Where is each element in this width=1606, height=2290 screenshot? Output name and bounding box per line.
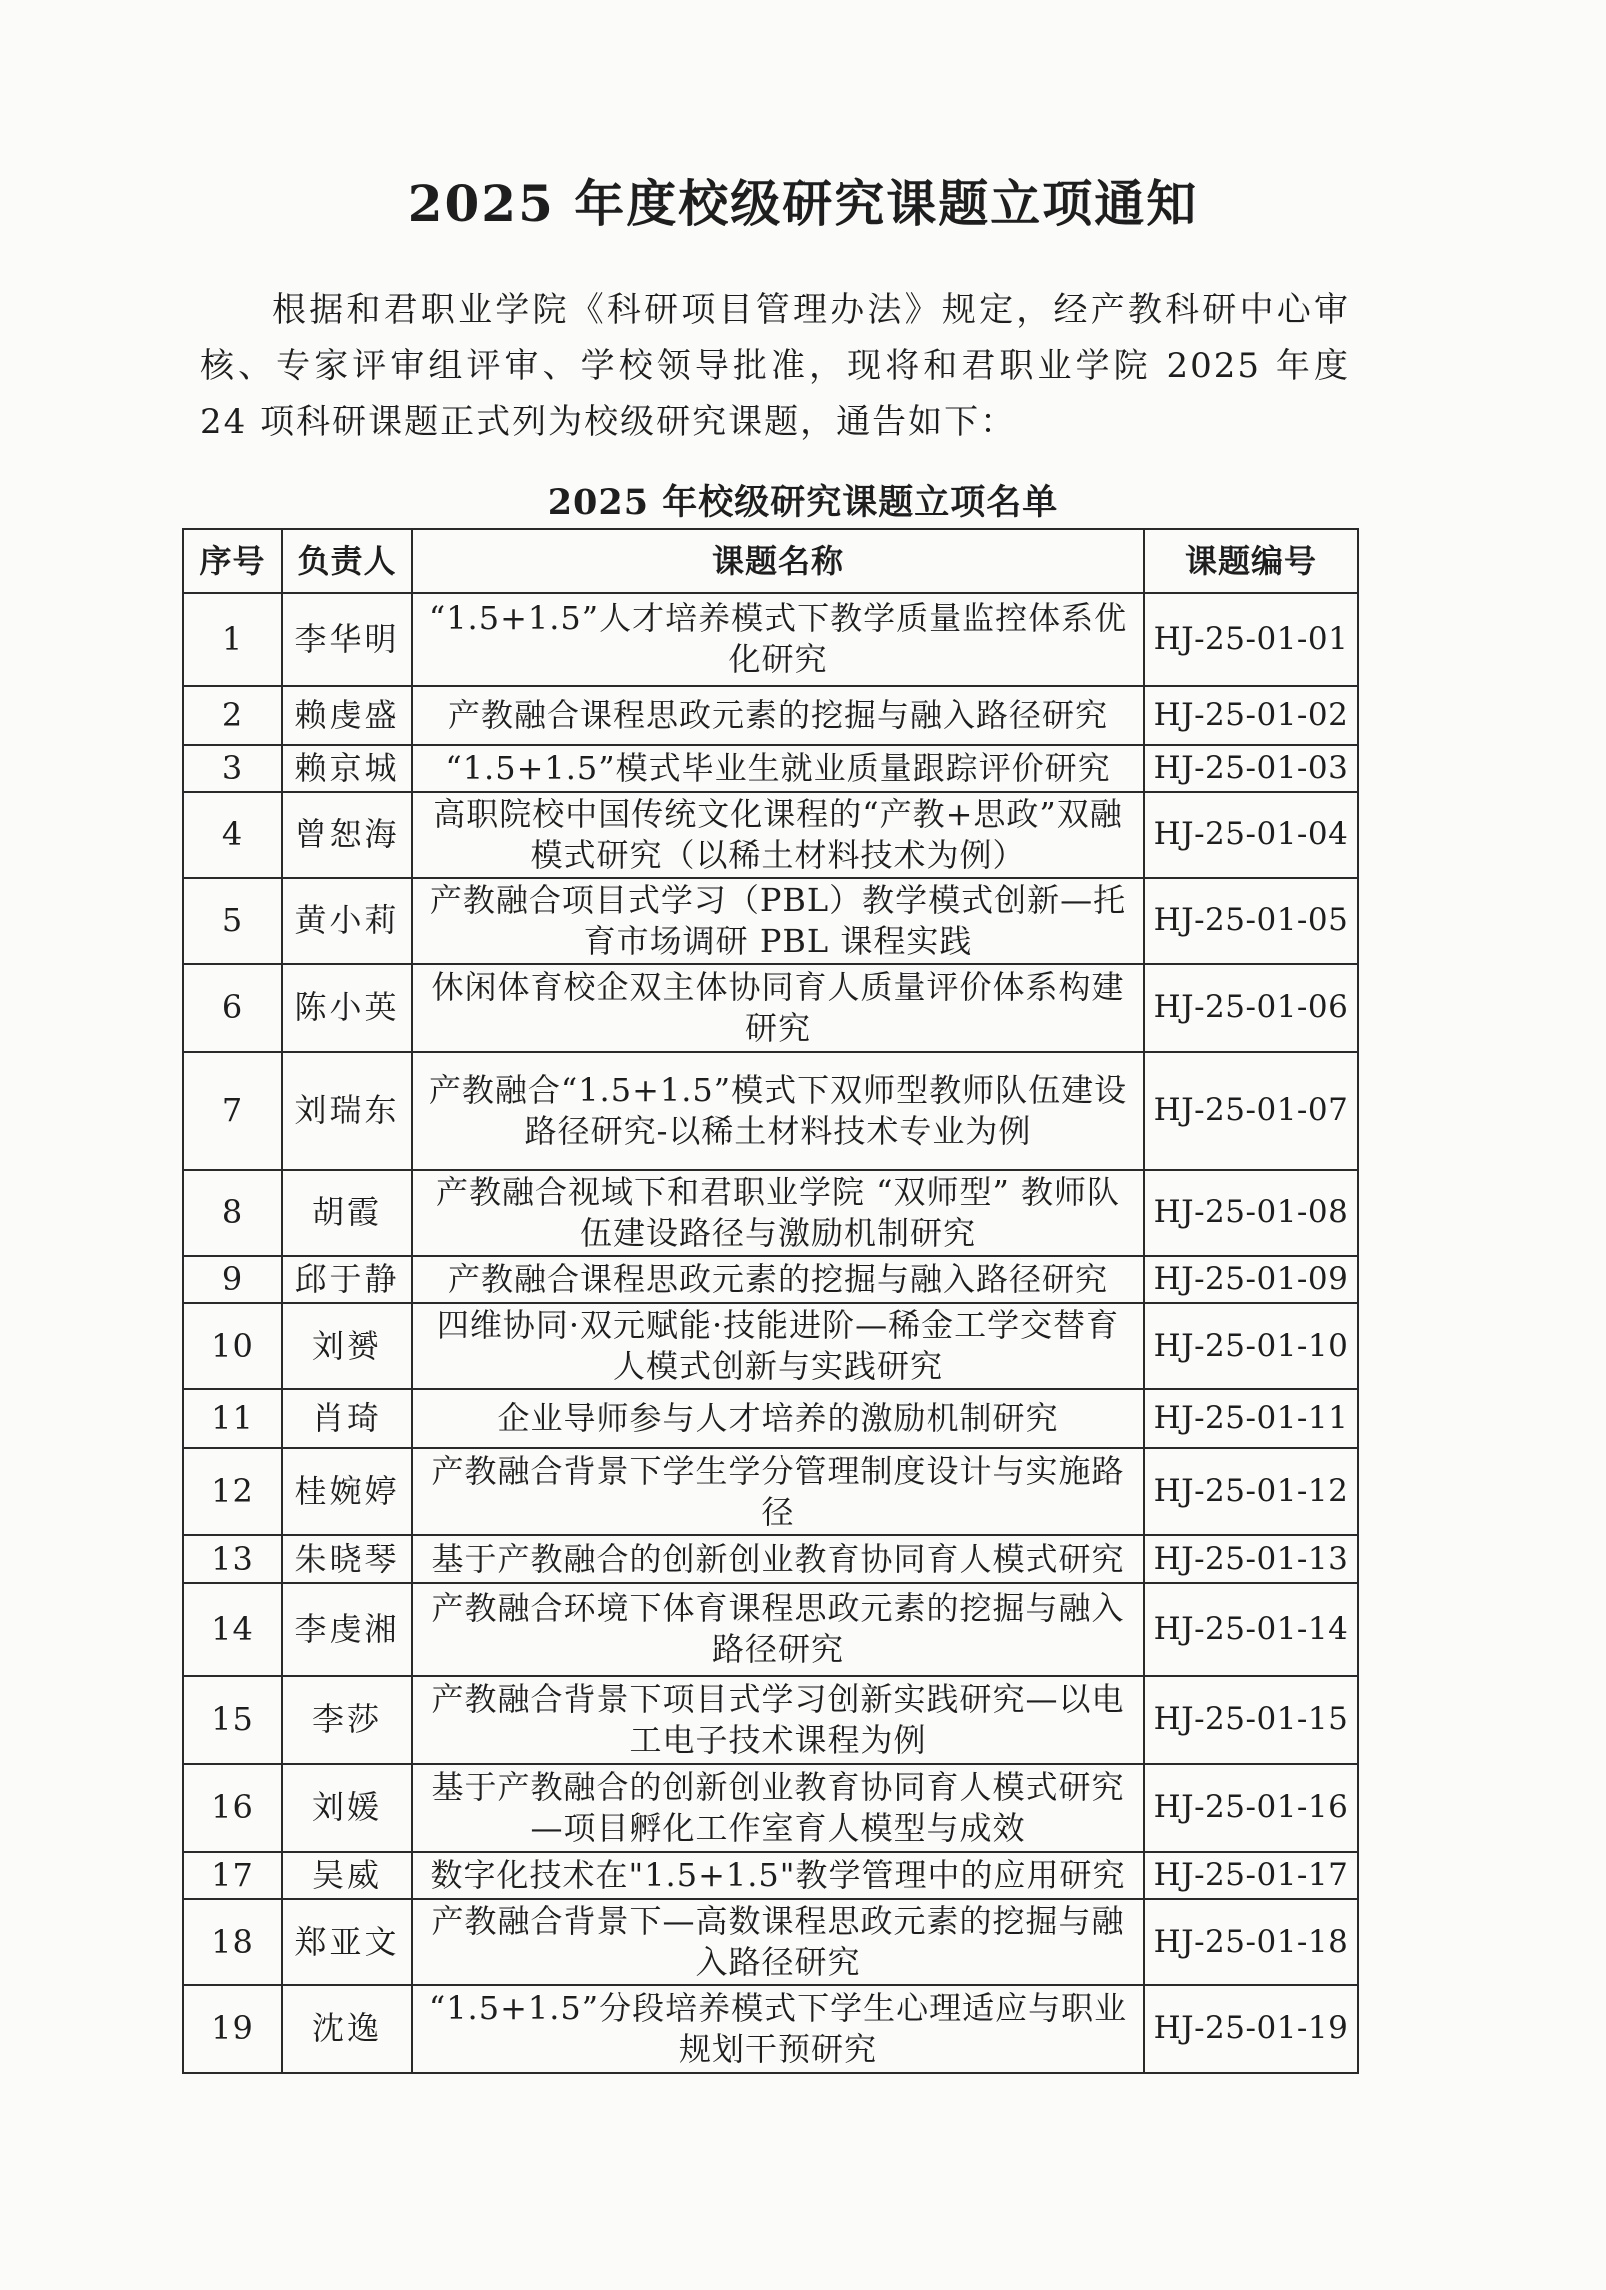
cell-topic: “1.5+1.5”人才培养模式下教学质量监控体系优化研究 [412,593,1144,686]
cell-topic: 休闲体育校企双主体协同育人质量评价体系构建研究 [412,964,1144,1052]
cell-code: HJ-25-01-10 [1144,1303,1358,1389]
cell-serial: 10 [183,1303,282,1389]
cell-topic: 基于产教融合的创新创业教育协同育人模式研究—项目孵化工作室育人模型与成效 [412,1764,1144,1852]
cell-leader: 黄小莉 [282,878,412,964]
cell-code: HJ-25-01-16 [1144,1764,1358,1852]
cell-leader: 李虔湘 [282,1583,412,1676]
cell-leader: 肖琦 [282,1389,412,1448]
table-row [183,1052,1358,1170]
cell-serial: 5 [183,878,282,964]
cell-code: HJ-25-01-06 [1144,964,1358,1052]
cell-topic: “1.5+1.5”模式毕业生就业质量跟踪评价研究 [412,745,1144,792]
cell-code: HJ-25-01-08 [1144,1170,1358,1256]
cell-code: HJ-25-01-12 [1144,1448,1358,1536]
document-title: 2025 年度校级研究课题立项通知 [407,174,1199,233]
cell-code: HJ-25-01-14 [1144,1583,1358,1676]
cell-serial: 16 [183,1764,282,1852]
cell-topic: 产教融合背景下学生学分管理制度设计与实施路径 [412,1448,1144,1536]
cell-topic: 产教融合课程思政元素的挖掘与融入路径研究 [412,1256,1144,1303]
cell-topic: 产教融合项目式学习（PBL）教学模式创新—托育市场调研 PBL 课程实践 [412,878,1144,964]
table-row [183,1899,1358,1985]
intro-paragraph: 根据和君职业学院《科研项目管理办法》规定，经产教科研中心审核、专家评审组评审、学校领导批准，现将和君职业学院 2025 年度 24 项科研课题正式列为校级研究课题，通告如下： [200,290,1350,442]
cell-code: HJ-25-01-02 [1144,686,1358,745]
header-topic: 课题名称 [412,529,1144,593]
table-row [183,593,1358,686]
table-header-row [183,529,1358,593]
table-row [183,686,1358,745]
cell-leader: 郑亚文 [282,1899,412,1985]
header-serial: 序号 [183,529,282,593]
cell-serial: 7 [183,1052,282,1170]
cell-topic: 企业导师参与人才培养的激励机制研究 [412,1389,1144,1448]
header-code: 课题编号 [1144,529,1358,593]
table-row [183,878,1358,964]
cell-serial: 6 [183,964,282,1052]
cell-serial: 19 [183,1985,282,2073]
cell-topic: 基于产教融合的创新创业教育协同育人模式研究 [412,1535,1144,1582]
table-title: 2025 年校级研究课题立项名单 [547,482,1059,523]
cell-topic: 产教融合环境下体育课程思政元素的挖掘与融入路径研究 [412,1583,1144,1676]
cell-code: HJ-25-01-01 [1144,593,1358,686]
cell-code: HJ-25-01-05 [1144,878,1358,964]
cell-leader: 吴威 [282,1852,412,1899]
cell-code: HJ-25-01-04 [1144,792,1358,878]
cell-code: HJ-25-01-17 [1144,1852,1358,1899]
cell-leader: 赖京城 [282,745,412,792]
table-row [183,1535,1358,1582]
cell-topic: “1.5+1.5”分段培养模式下学生心理适应与职业规划干预研究 [412,1985,1144,2073]
cell-code: HJ-25-01-15 [1144,1676,1358,1764]
cell-serial: 8 [183,1170,282,1256]
cell-leader: 李华明 [282,593,412,686]
cell-leader: 李莎 [282,1676,412,1764]
header-leader: 负责人 [282,529,412,593]
cell-serial: 2 [183,686,282,745]
cell-leader: 邱于静 [282,1256,412,1303]
cell-code: HJ-25-01-09 [1144,1256,1358,1303]
table-row [183,1256,1358,1303]
cell-topic: 四维协同·双元赋能·技能进阶—稀金工学交替育人模式创新与实践研究 [412,1303,1144,1389]
table-row [183,964,1358,1052]
cell-topic: 产教融合课程思政元素的挖掘与融入路径研究 [412,686,1144,745]
cell-serial: 14 [183,1583,282,1676]
cell-topic: 产教融合“1.5+1.5”模式下双师型教师队伍建设路径研究-以稀土材料技术专业为例 [412,1052,1144,1170]
cell-leader: 刘瑞东 [282,1052,412,1170]
cell-leader: 朱晓琴 [282,1535,412,1582]
cell-code: HJ-25-01-03 [1144,745,1358,792]
cell-code: HJ-25-01-07 [1144,1052,1358,1170]
cell-serial: 3 [183,745,282,792]
cell-serial: 13 [183,1535,282,1582]
cell-code: HJ-25-01-11 [1144,1389,1358,1448]
table-row [183,745,1358,792]
table-row [183,792,1358,878]
cell-serial: 1 [183,593,282,686]
cell-serial: 12 [183,1448,282,1536]
cell-topic: 高职院校中国传统文化课程的“产教+思政”双融模式研究（以稀土材料技术为例） [412,792,1144,878]
cell-serial: 17 [183,1852,282,1899]
cell-code: HJ-25-01-18 [1144,1899,1358,1985]
cell-leader: 沈逸 [282,1985,412,2073]
cell-leader: 刘赟 [282,1303,412,1389]
project-list-table [182,528,1359,2074]
cell-serial: 11 [183,1389,282,1448]
cell-topic: 产教融合背景下—高数课程思政元素的挖掘与融入路径研究 [412,1899,1144,1985]
cell-code: HJ-25-01-19 [1144,1985,1358,2073]
cell-serial: 4 [183,792,282,878]
cell-code: HJ-25-01-13 [1144,1535,1358,1582]
cell-topic: 产教融合视域下和君职业学院 “双师型” 教师队伍建设路径与激励机制研究 [412,1170,1144,1256]
table-row [183,1676,1358,1764]
cell-leader: 陈小英 [282,964,412,1052]
table-row [183,1448,1358,1536]
cell-topic: 产教融合背景下项目式学习创新实践研究—以电工电子技术课程为例 [412,1676,1144,1764]
cell-topic: 数字化技术在"1.5+1.5"教学管理中的应用研究 [412,1852,1144,1899]
cell-serial: 18 [183,1899,282,1985]
cell-serial: 15 [183,1676,282,1764]
table-row [183,1985,1358,2073]
cell-leader: 刘媛 [282,1764,412,1852]
cell-leader: 曾恕海 [282,792,412,878]
table-row [183,1389,1358,1448]
table-row [183,1303,1358,1389]
cell-leader: 赖虔盛 [282,686,412,745]
table-row [183,1170,1358,1256]
cell-leader: 胡霞 [282,1170,412,1256]
table-row [183,1583,1358,1676]
table-row [183,1764,1358,1852]
table-row [183,1852,1358,1899]
cell-serial: 9 [183,1256,282,1303]
cell-leader: 桂婉婷 [282,1448,412,1536]
